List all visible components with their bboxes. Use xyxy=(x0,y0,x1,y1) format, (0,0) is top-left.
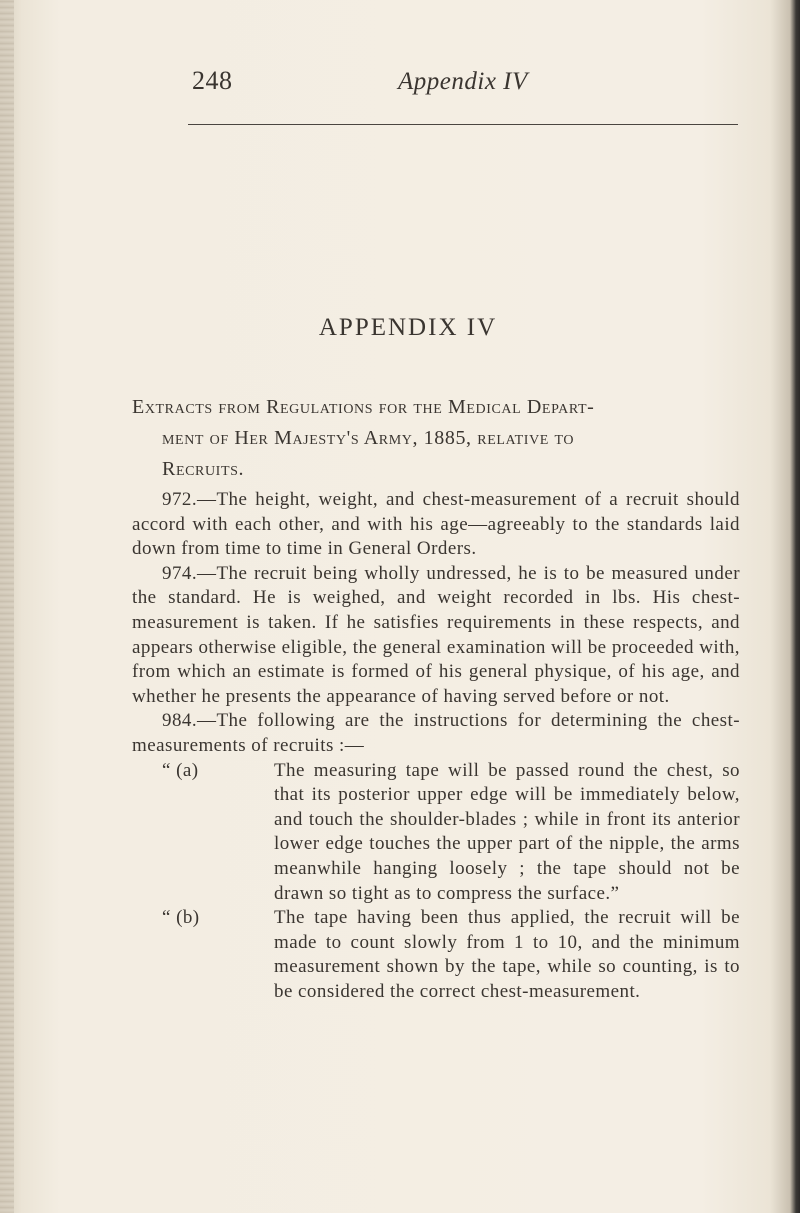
quote-a-text: The measuring tape will be passed round the chest, so that its posterior upper edge will be immediately below, and touch the shoulder-blades ; while in front its anterior lower edge touches the upper part of the nipple, the arms meanwhile hanging loosely ; the tape should not be drawn so tight as to compress the surface.” xyxy=(274,759,740,904)
quote-b-label: “ (b) xyxy=(162,907,200,929)
paragraph-972: 972.—The height, weight, and chest-measurement of a recruit should accord with each other, and with his age—agreeably to the standards laid down from time to time in General Orders. xyxy=(132,489,740,560)
header-rule xyxy=(188,124,738,125)
body-text xyxy=(132,488,740,1004)
paragraph-974: 974.—The recruit being wholly undressed, he is to be measured under the standard. He is weighed, and weight recorded in lbs. His chest-measurement is taken. If he satisfies requirements in these respects, and appears otherwise eligible, the general examination will be proceeded with, from which an estimate is formed of his general physique, of his age, and whether he presents the appearance of having served before or not. xyxy=(132,562,740,707)
quote-b-text: The tape having been thus applied, the recruit will be made to count slowly from 1 to 10, and the minimum measurement shown by the tape, while so counting, is to be considered the correct chest-measurement. xyxy=(274,907,740,1002)
appendix-title: APPENDIX IV xyxy=(318,314,498,341)
quote-a-label: “ (a) xyxy=(162,759,199,781)
paragraph-984: 984.—The following are the instructions for determining the chest-measurements of recruits :— xyxy=(132,710,740,756)
page-header xyxy=(0,62,800,102)
running-title: Appendix IV xyxy=(398,68,528,95)
quote-a xyxy=(132,759,740,907)
quote-b xyxy=(132,906,740,1004)
section-subtitle xyxy=(132,392,762,485)
page-number: 248 xyxy=(192,66,233,95)
page-binding-edge xyxy=(0,0,14,1213)
subtitle-line-3: Recruits. xyxy=(162,458,245,480)
subtitle-line-2: ment of Her Majesty's Army, 1885, relative to xyxy=(162,427,575,449)
subtitle-line-1: Extracts from Regulations for the Medical Depart- xyxy=(132,396,595,418)
